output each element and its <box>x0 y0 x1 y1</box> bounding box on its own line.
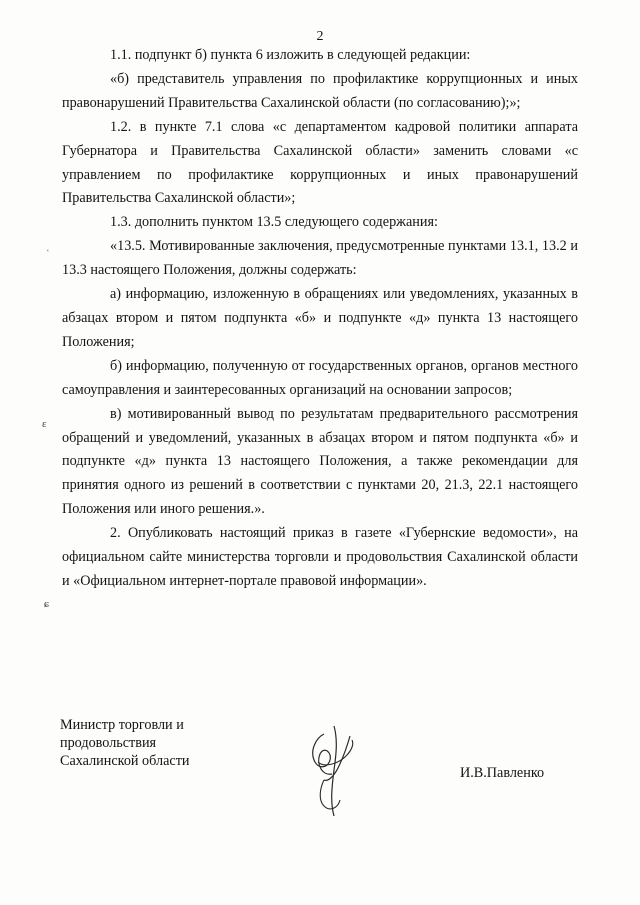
paragraph-item-b: б) информацию, полученную от государственных органов, органов местного самоуправления и заинтересованных организаций на основании запросов; <box>62 357 578 398</box>
paragraph-1-1: 1.1. подпункт б) пункта 6 изложить в следующей редакции: <box>110 47 471 63</box>
signatory-line-1: Министр торговли и <box>60 717 184 733</box>
signatory-line-3: Сахалинской области <box>60 753 190 769</box>
paragraph-1-1-text: «б) представитель управления по профилактике коррупционных и иных правонарушений Правительства Сахалинской области (по согласованию);»; <box>62 70 578 111</box>
signatory-title <box>60 716 189 770</box>
paragraph-1-2: 1.2. в пункте 7.1 слова «с департаментом кадровой политики аппарата Губернатора и Правительства Сахалинской области» заменить словами «с управлением по профилактике коррупционных и иных правонарушений Правительства Сахалинской области»; <box>62 118 578 207</box>
paragraph-1-3: 1.3. дополнить пунктом 13.5 следующего содержания: <box>110 214 438 231</box>
margin-mark-2: ɛ <box>42 418 47 430</box>
paragraph-13-5: «13.5. Мотивированные заключения, предусмотренные пунктами 13.1, 13.2 и 13.3 настоящего Положения, должны содержать: <box>62 238 578 279</box>
paragraph-item-v: в) мотивированный вывод по результатам предварительного рассмотрения обращений и уведомлений, указанных в абзацах втором и пятом подпункта «б» и подпункте «д» пункта 13 настоящего Положения, а также рекомендации для принятия одного из решений в соответствии с пунктами 20, 21.3, 22.1 настоящего Положения или иного решения.». <box>62 405 578 518</box>
paragraph-item-a: а) информацию, изложенную в обращениях или уведомлениях, указанных в абзацах втором и пятом подпункта «б» и подпункте «д» пункта 13 настоящего Положения; <box>62 286 578 350</box>
page-number: 2 <box>316 29 324 44</box>
signatory-line-2: продовольствия <box>60 735 157 751</box>
signer-name: И.В.Павленко <box>460 765 545 781</box>
handwritten-signature <box>294 716 378 826</box>
margin-mark-3: ɕ <box>44 598 49 610</box>
margin-mark-1: ʿ <box>46 248 50 260</box>
paragraph-2: 2. Опубликовать настоящий приказ в газете «Губернские ведомости», на официальном сайте министерства торговли и продовольствия Сахалинской области и «Официальном интернет-портале правовой информации». <box>62 525 578 589</box>
document-body <box>62 44 578 594</box>
